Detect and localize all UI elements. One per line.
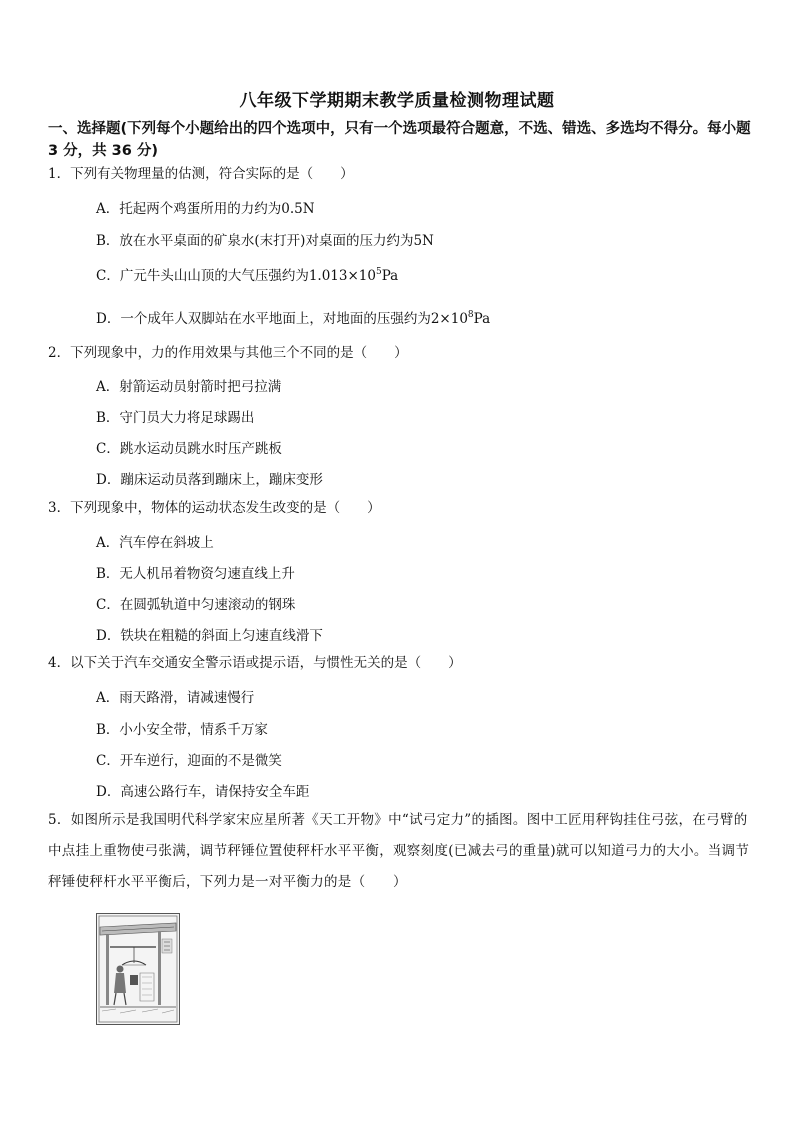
- question-3-option-b: B．无人机吊着物资匀速直线上升: [96, 566, 295, 582]
- question-4-option-d: D．高速公路行车，请保持安全车距: [96, 784, 310, 800]
- question-1-option-a: A．托起两个鸡蛋所用的力约为0.5N: [96, 201, 315, 217]
- option-c-exponent: 5: [375, 267, 382, 277]
- question-4-option-a: A．雨天路滑，请减速慢行: [96, 690, 255, 706]
- question-1-stem: 1．下列有关物理量的估测，符合实际的是（ ）: [48, 166, 354, 182]
- question-3-stem: 3．下列现象中，物体的运动状态发生改变的是（ ）: [48, 500, 381, 516]
- question-3-option-c: C．在圆弧轨道中匀速滚动的钢珠: [96, 597, 296, 613]
- option-d-exponent: 8: [467, 310, 474, 320]
- question-4-option-b: B．小小安全带，情系千万家: [96, 722, 268, 738]
- illustration-image: [96, 913, 180, 1025]
- question-3-option-a: A．汽车停在斜坡上: [96, 535, 214, 551]
- question-2-option-d: D．蹦床运动员落到蹦床上，蹦床变形: [96, 472, 323, 488]
- question-3-option-d: D．铁块在粗糙的斜面上匀速直线滑下: [96, 628, 323, 644]
- question-1-option-d: [96, 307, 756, 327]
- question-4-option-c: C．开车逆行，迎面的不是微笑: [96, 753, 282, 769]
- question-2-option-a: A．射箭运动员射箭时把弓拉满: [96, 379, 282, 395]
- question-2-option-c: C．跳水运动员跳水时压产跳板: [96, 441, 282, 457]
- question-2-option-b: B．守门员大力将足球踢出: [96, 410, 255, 426]
- section-heading: 一、选择题(下列每个小题给出的四个选项中，只有一个选项最符合题意，不选、错选、多选均不得分。每小题 3 分，共 36 分): [48, 121, 751, 159]
- question-4-stem: 4．以下关于汽车交通安全警示语或提示语，与惯性无关的是（ ）: [48, 655, 462, 671]
- option-c-unit: Pa: [381, 268, 399, 284]
- question-2-stem: 2．下列现象中，力的作用效果与其他三个不同的是（ ）: [48, 345, 408, 361]
- option-d-unit: Pa: [473, 311, 491, 327]
- question-1-option-c: [96, 264, 756, 284]
- option-d-text: D．一个成年人双脚站在水平地面上，对地面的压强约为2×10: [96, 311, 468, 327]
- option-c-text: C．广元牛头山山顶的大气压强约为1.013×10: [96, 268, 376, 284]
- exam-title: 八年级下学期期末教学质量检测物理试题: [239, 91, 555, 111]
- question-1-option-b: B．放在水平桌面的矿泉水(末打开)对桌面的压力约为5N: [96, 233, 434, 249]
- question-5-stem: 5．如图所示是我国明代科学家宋应星所著《天工开物》中“试弓定力”的插图。图中工匠用秤钩挂住弓弦，在弓臂的中点挂上重物使弓张满，调节秤锤位置使秤杆水平平衡，观察刻度(已减去弓的重量)就可以知道弓力的大小。当调节秤锤使秤杆水平平衡后，下列力是一对平衡力的是（ ）: [48, 812, 750, 890]
